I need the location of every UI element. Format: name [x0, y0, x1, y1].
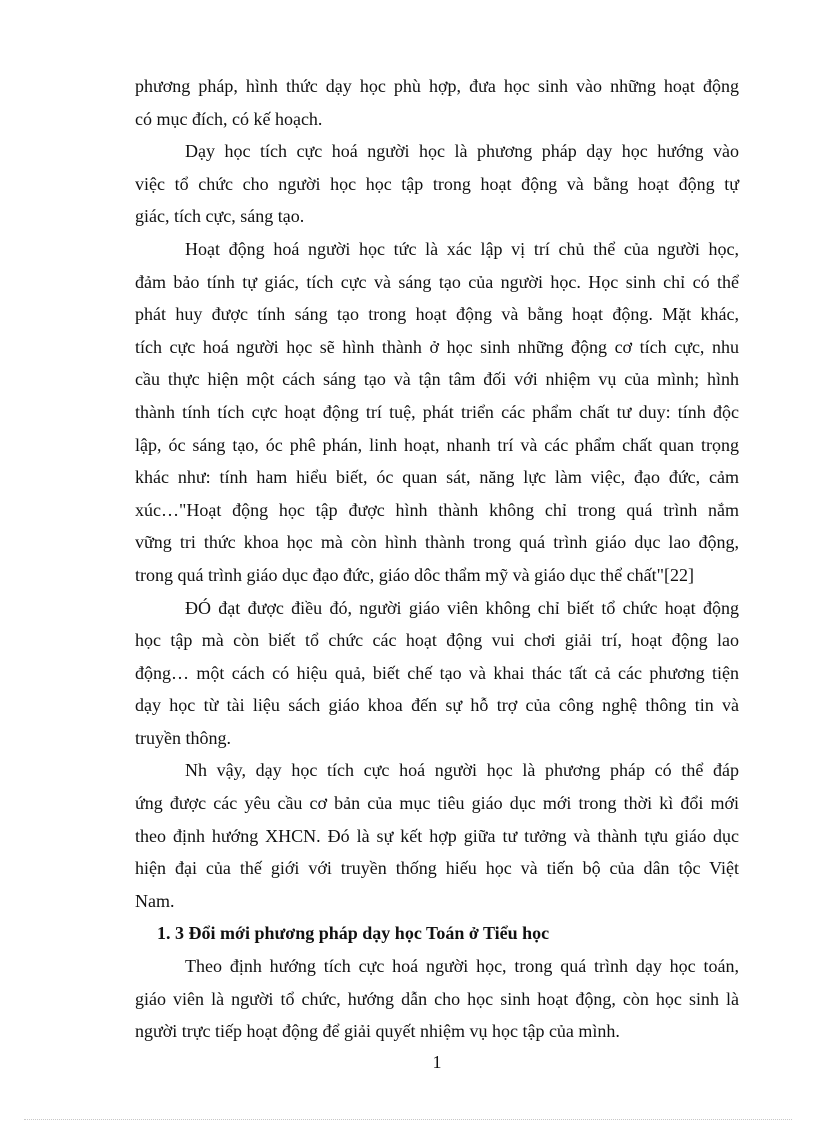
paragraph-line: người trực tiếp hoạt động để giải quyết nhiệm vụ học tập của mình.: [135, 1021, 620, 1042]
paragraph-line: vững tri thức khoa học mà còn hình thành trong quá trình giáo dục lao động,: [135, 532, 739, 553]
paragraph-line: phát huy được tính sáng tạo trong hoạt động và bằng hoạt động. Mặt khác,: [135, 304, 739, 325]
paragraph-line: giác, tích cực, sáng tạo.: [135, 206, 305, 227]
paragraph-line: động… một cách có hiệu quả, biết chế tạo và khai thác tất cả các phương tiện: [135, 662, 739, 683]
page-bottom-divider: [24, 1119, 792, 1120]
paragraph-line: việc tổ chức cho người học học tập trong hoạt động và bằng hoạt động tự: [135, 173, 739, 194]
paragraph-line: lập, óc sáng tạo, óc phê phán, linh hoạt, nhanh trí và các phẩm chất quan trọng: [135, 434, 739, 455]
paragraph-line: Dạy học tích cực hoá người học là phương pháp dạy học hướng vào: [185, 141, 739, 162]
paragraph-line: trong quá trình giáo dục đạo đức, giáo dôc thẩm mỹ và giáo dục thể chất"[22]: [135, 564, 694, 585]
paragraph-line: theo định hướng XHCN. Đó là sự kết hợp giữa tư tưởng và thành tựu giáo dục: [135, 825, 739, 846]
paragraph-line: thành tính tích cực hoạt động trí tuệ, phát triển các phẩm chất tư duy: tính độc: [135, 401, 739, 422]
paragraph-p2: [135, 135, 739, 233]
paragraph-line: truyền thông.: [135, 727, 231, 748]
paragraph-p6: [135, 950, 739, 1048]
paragraph-p4: [135, 592, 739, 755]
paragraph-line: hiện đại của thế giới với truyền thống hiếu học và tiến bộ của dân tộc Việt: [135, 858, 739, 879]
document-page: [135, 70, 739, 1072]
document-body: [135, 70, 739, 1048]
paragraph-line: tích cực hoá người học sẽ hình thành ở học sinh những động cơ tích cực, nhu: [135, 336, 739, 357]
paragraph-line: Hoạt động hoá người học tức là xác lập vị trí chủ thể của người học,: [185, 238, 739, 259]
paragraph-line: học tập mà còn biết tổ chức các hoạt động vui chơi giải trí, hoạt động lao: [135, 630, 739, 651]
section-heading: 1. 3 Đổi mới phương pháp dạy học Toán ở Tiểu học: [157, 923, 550, 944]
paragraph-line: dạy học từ tài liệu sách giáo khoa đến sự hỗ trợ của công nghệ thông tin và: [135, 695, 739, 716]
paragraph-line: Nam.: [135, 890, 175, 911]
paragraph-p3: [135, 233, 739, 592]
paragraph-line: phương pháp, hình thức dạy học phù hợp, đưa học sinh vào những hoạt động: [135, 76, 739, 96]
paragraph-p5: [135, 754, 739, 917]
page-number: 1: [432, 1052, 442, 1072]
paragraph-line: Nh vậy, dạy học tích cực hoá người học là phương pháp có thể đáp: [185, 760, 739, 781]
paragraph-line: giáo viên là người tổ chức, hướng dẫn cho học sinh hoạt động, còn học sinh là: [135, 988, 739, 1009]
paragraph-line: Theo định hướng tích cực hoá người học, trong quá trình dạy học toán,: [185, 956, 739, 977]
paragraph-line: khác như: tính ham hiểu biết, óc quan sát, năng lực làm việc, đạo đức, cảm: [135, 467, 739, 488]
paragraph-line: đảm bảo tính tự giác, tích cực và sáng tạo của người học. Học sinh chỉ có thể: [135, 271, 739, 292]
paragraph-p1: [135, 70, 739, 135]
paragraph-line: ĐÓ đạt được điều đó, người giáo viên không chỉ biết tổ chức hoạt động: [185, 597, 739, 618]
paragraph-line: ứng được các yêu cầu cơ bản của mục tiêu giáo dục mới trong thời kì đổi mới: [135, 793, 739, 814]
paragraph-line: cầu thực hiện một cách sáng tạo và tận tâm đối với nhiệm vụ của mình; hình: [135, 369, 739, 390]
paragraph-line: có mục đích, có kế hoạch.: [135, 108, 323, 129]
paragraph-line: xúc…"Hoạt động học tập được hình thành không chỉ trong quá trình nắm: [135, 499, 739, 520]
